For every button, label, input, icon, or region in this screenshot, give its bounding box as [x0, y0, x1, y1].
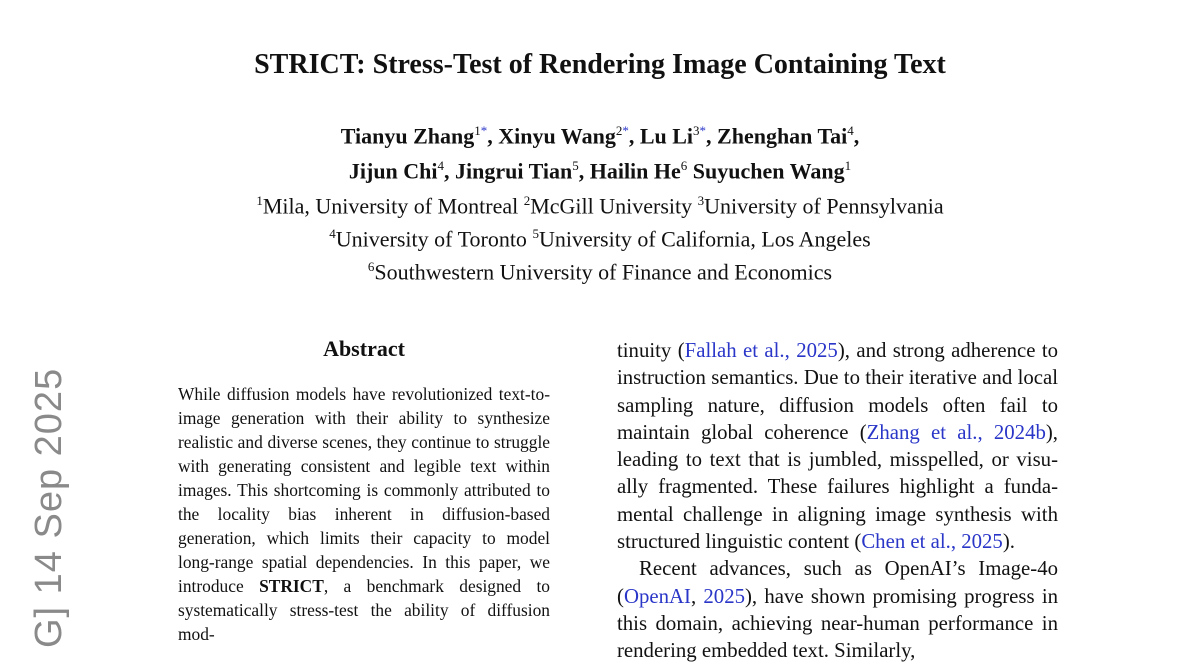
author-affiliation-mark: 4 — [847, 123, 854, 138]
body-text: ). — [1002, 530, 1015, 554]
author-name: Lu Li — [639, 123, 694, 149]
affiliation-number: 6 — [367, 259, 375, 275]
abstract-text-part-1: While diffusion models have revolutionized text-to-image generation with their ability to synthesize realistic and diverse scenes, they continue to struggle with generating consistent and legible text within images. This shortcoming is commonly attributed to the locality bias inherent in diffusion-based generation, which limits their capacity to model long-range spatial dependencies. In this paper, we introduce — [178, 384, 550, 596]
body-text: tinuity ( — [617, 339, 685, 362]
affiliation-name: University of California, Los Angeles — [538, 226, 871, 252]
affiliation-name: University of Pennsylvania — [704, 192, 944, 218]
author-name: Jijun Chi — [348, 158, 438, 184]
body-text: , — [690, 584, 704, 608]
affiliation-number: 1 — [256, 192, 263, 208]
author-name: Suyuchen Wang — [692, 158, 845, 184]
author-name: Xinyu Wang — [498, 123, 616, 149]
abstract-body — [178, 382, 550, 646]
citation-link[interactable]: OpenAI — [623, 584, 691, 608]
author-affiliation-mark: 5 — [572, 158, 579, 174]
benchmark-name: STRICT — [259, 576, 324, 596]
author-list — [0, 116, 1200, 187]
affiliation-name: McGill University — [530, 192, 698, 218]
affiliation-number: 5 — [532, 225, 539, 241]
author-line-2: Jijun Chi$^4$, Jingrui Tian$^5$, Hailin He$^6$ Suyuchen Wang$^1$ — [348, 158, 852, 184]
affiliation-name: University of Toronto — [335, 226, 533, 252]
affiliation-list — [0, 187, 1200, 287]
body-text: Recent advances, such as OpenAI’s Image-4o ( — [617, 557, 1058, 608]
arxiv-sidebar-stamp: G] 14 Sep 2025 — [28, 367, 70, 648]
abstract-heading: Abstract — [323, 336, 405, 361]
author-name: Hailin He — [589, 158, 681, 184]
author-name: Tianyu Zhang — [340, 123, 475, 149]
affiliation-number: 2 — [523, 192, 531, 208]
equal-contribution-mark: * — [622, 123, 629, 138]
body-text: ), and strong adherence to instruction semantics. Due to their iterative and local sampling nature, diffusion models often fail to maintain global coherence ( — [617, 339, 1059, 444]
author-affiliation-mark: 2 — [615, 123, 623, 138]
affiliation-line — [0, 187, 1200, 220]
equal-contribution-mark: * — [699, 123, 707, 138]
citation-link[interactable]: Zhang et al., 2024b — [866, 420, 1046, 444]
citation-link[interactable]: Fallah et al., 2025 — [684, 339, 838, 362]
author-line-1: Tianyu Zhang$^{1*}$, Xinyu Wang$^{2*}$, Lu $Li^{3*}$, Zhenghan Tai$^4$, — [340, 123, 860, 149]
author-name: Zhenghan Tai — [717, 123, 848, 149]
affiliation-number: 4 — [329, 225, 336, 241]
affiliation-name: Southwestern University of Finance and Economics — [374, 259, 833, 285]
author-name: Jingrui Tian — [455, 158, 573, 184]
abstract-text-part-2: , a benchmark designed to systematically stress-test the ability of diffusion mod- — [178, 576, 550, 644]
intro-column — [617, 337, 1058, 665]
body-paragraph — [617, 337, 1058, 555]
citation-link[interactable]: 2025 — [703, 584, 745, 608]
author-affiliation-mark: 3 — [693, 123, 700, 138]
author-affiliation-mark: 4 — [437, 158, 445, 174]
paper-title: STRICT: Stress-Test of Rendering Image Containing Text — [254, 49, 946, 80]
affiliation-name: Mila, University of Montreal — [262, 192, 524, 218]
author-affiliation-mark: 6 — [680, 158, 688, 174]
body-text: ), have shown promising progress in this domain, achieving near-human performance in rendering embedded text. Similarly, — [617, 584, 1058, 663]
paper-header — [0, 46, 1200, 287]
equal-contribution-mark: * — [480, 123, 488, 138]
body-paragraph — [617, 555, 1058, 664]
author-affiliation-mark: 1 — [844, 158, 852, 174]
affiliation-number: 3 — [697, 192, 705, 208]
author-affiliation-mark: 1 — [474, 123, 481, 138]
body-text: ), leading to text that is jumbled, misspelled, or visually fragmented. These failures highlight a fundamental challenge in aligning image synthesis with structured linguistic content ( — [617, 420, 1058, 554]
affiliation-line — [0, 220, 1200, 253]
citation-link[interactable]: Chen et al., 2025 — [861, 530, 1003, 554]
affiliation-line — [0, 253, 1200, 286]
